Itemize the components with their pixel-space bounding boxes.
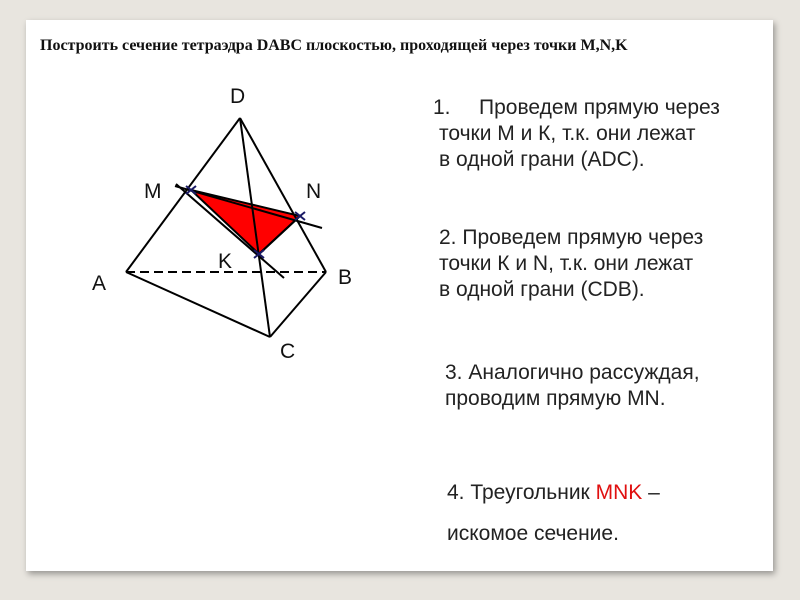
step-1-line-1: Проведем прямую через: [479, 96, 720, 119]
step-1-line-3: в одной грани (ADC).: [439, 148, 645, 171]
label-k: K: [218, 250, 233, 273]
step-4-line-2: искомое сечение.: [447, 522, 619, 545]
label-d: D: [230, 85, 246, 108]
label-b: B: [338, 266, 353, 289]
label-m: M: [144, 180, 162, 203]
label-c: C: [280, 340, 296, 363]
step-4-prefix: 4. Треугольник: [447, 481, 596, 504]
step-2-line-3: в одной грани (CDB).: [439, 278, 645, 301]
step-1-number: 1.: [433, 96, 451, 119]
slide-title: Построить сечение тетраэдра DABC плоскостью, проходящей через точки M,N,K: [40, 37, 628, 54]
step-4: [447, 480, 660, 547]
step-1-line-2: точки M и К, т.к. они лежат: [439, 122, 696, 145]
edge-ac: [126, 272, 270, 337]
edge-cb: [270, 272, 326, 337]
label-a: A: [92, 272, 107, 295]
step-2: [439, 225, 703, 303]
step-3-line-1: 3. Аналогично рассуждая,: [445, 361, 700, 384]
step-4-highlight-mnk: MNK: [595, 481, 643, 504]
step-3-line-2: проводим прямую MN.: [445, 387, 666, 410]
step-2-line-2: точки К и N, т.к. они лежат: [439, 252, 694, 275]
step-1: [431, 95, 720, 173]
step-4-suffix: –: [642, 481, 660, 504]
label-n: N: [306, 180, 322, 203]
step-3: [445, 360, 700, 412]
step-2-line-1: 2. Проведем прямую через: [439, 226, 704, 249]
